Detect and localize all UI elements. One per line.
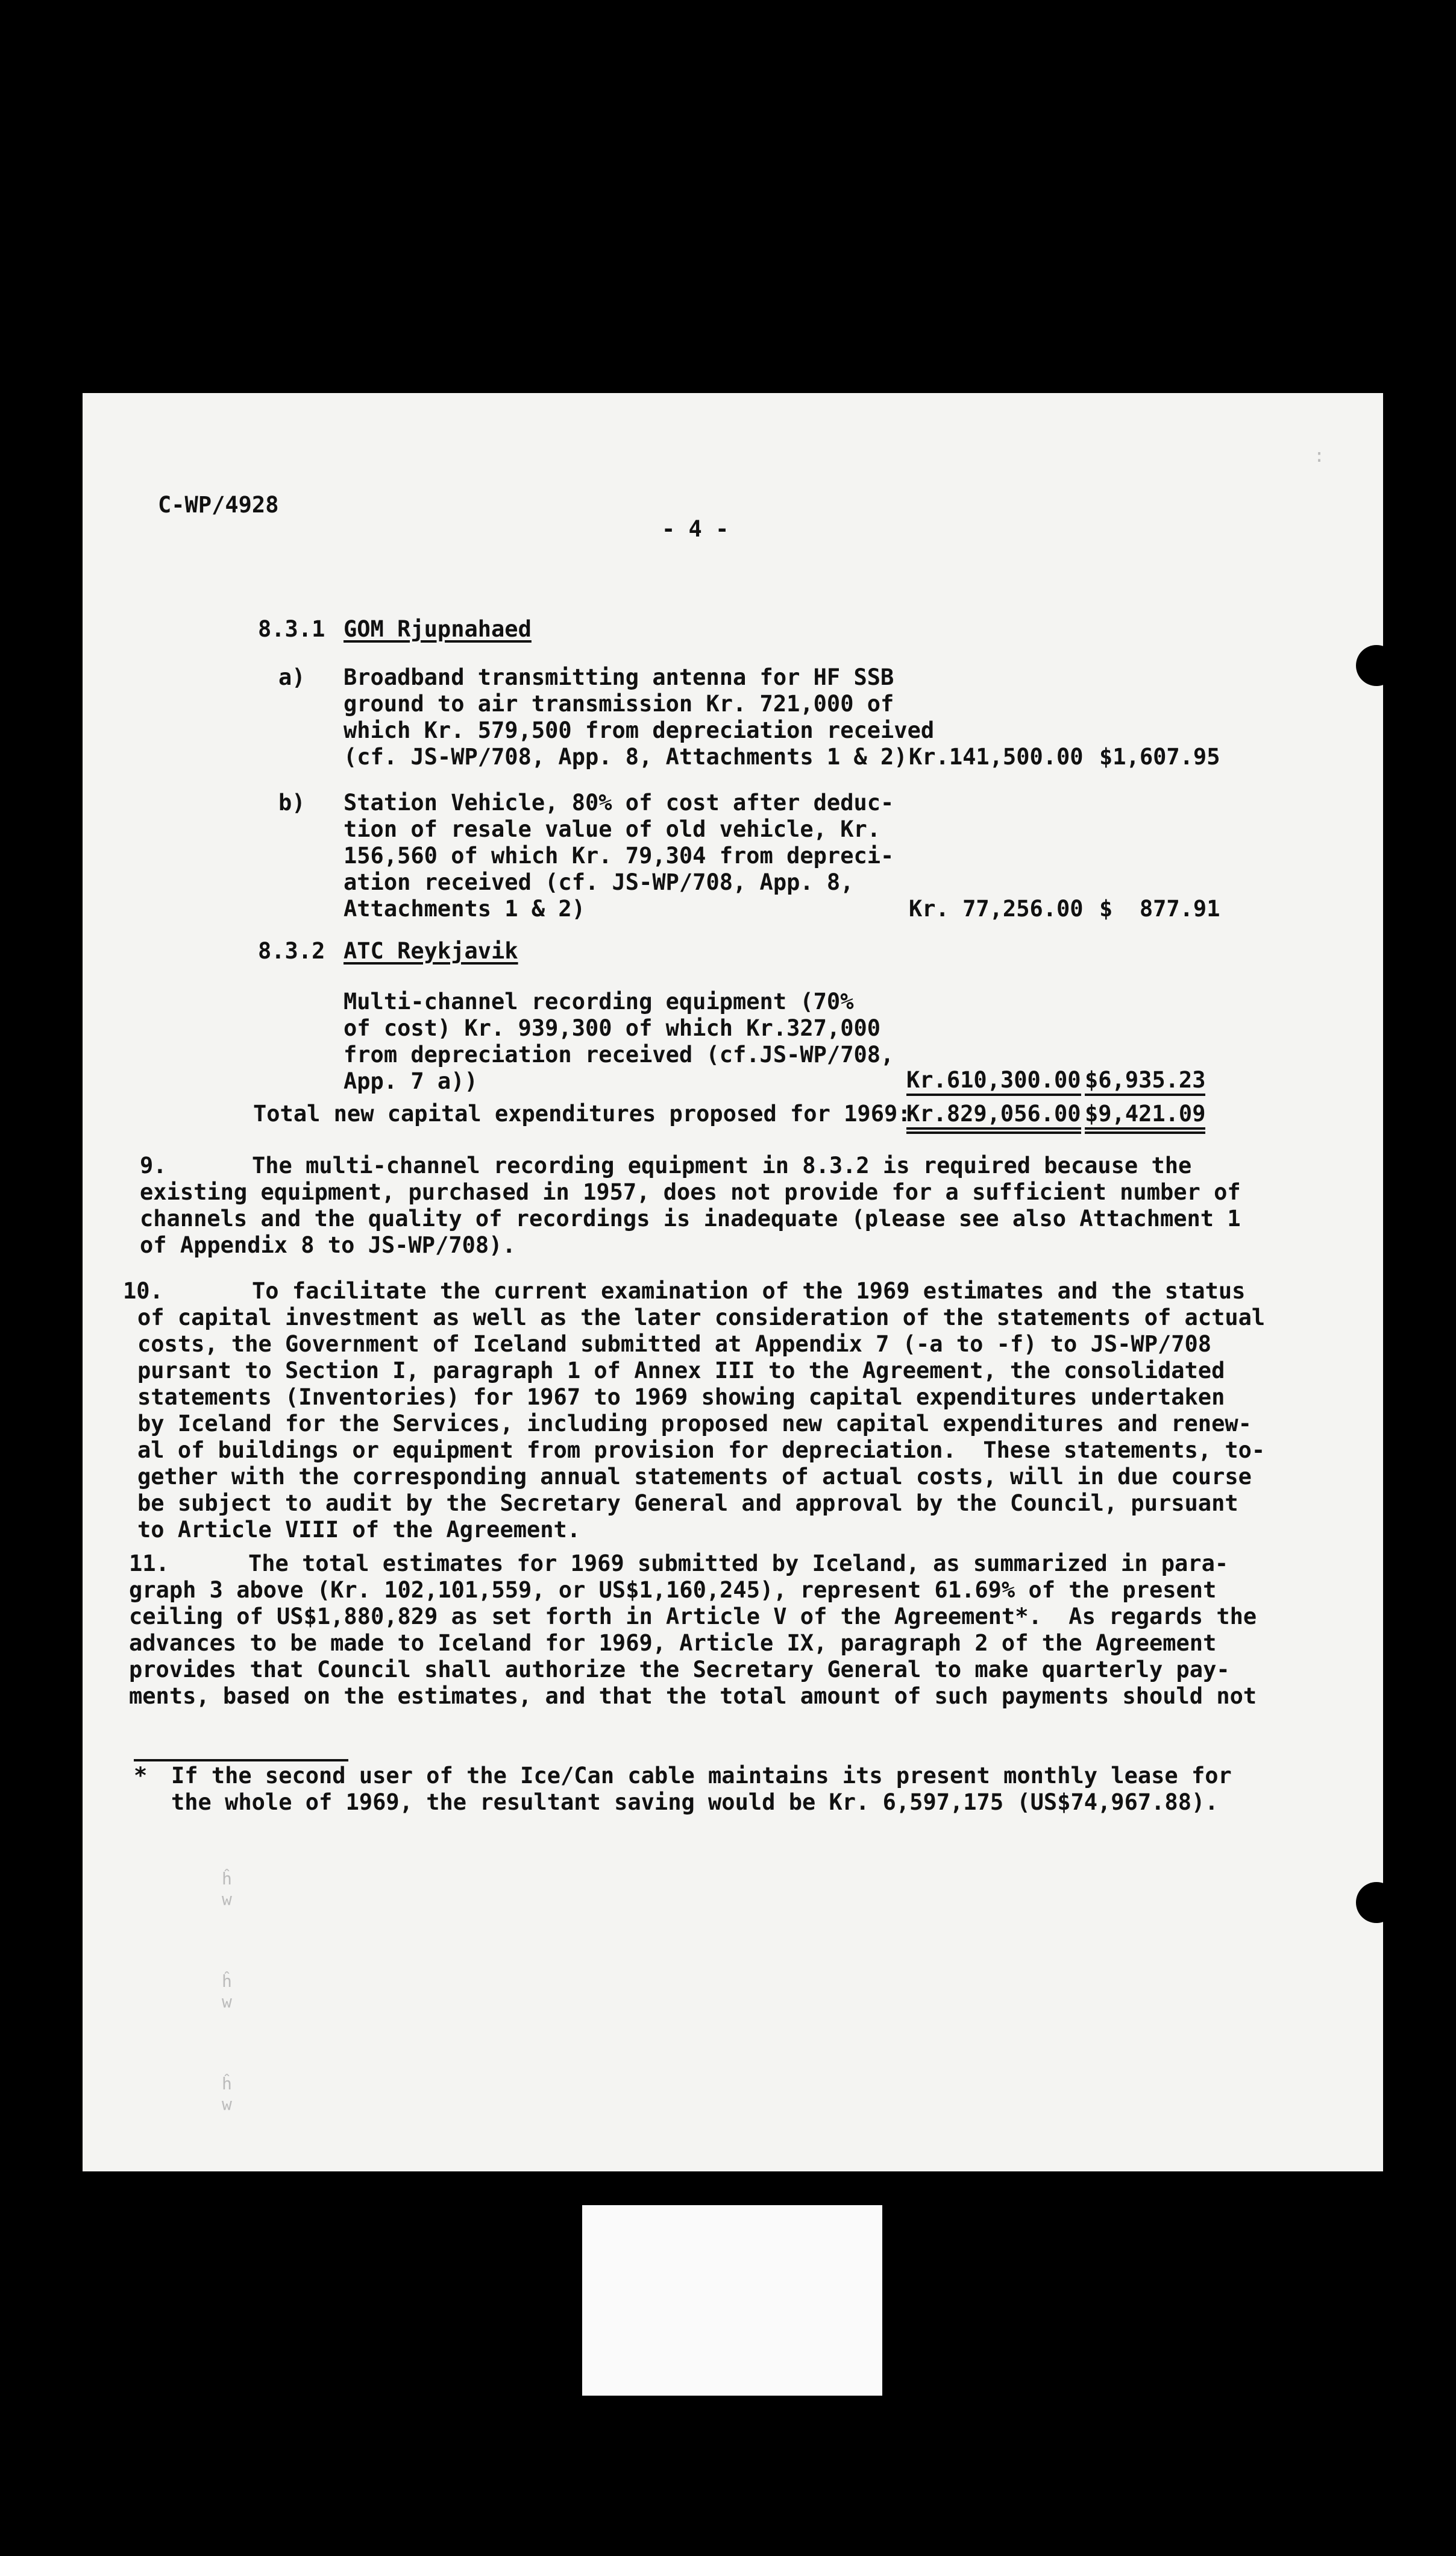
footnote-mark: *	[134, 1763, 148, 1789]
footnote-line: If the second user of the Ice/Can cable maintains its present monthly lease for	[171, 1763, 1232, 1789]
text-line: gether with the corresponding annual statements of actual costs, will in due course	[137, 1464, 1252, 1490]
item-description	[344, 664, 934, 770]
item-label: b)	[278, 790, 306, 816]
amount-dollars: $1,607.95	[1099, 744, 1220, 770]
paragraph-number: 10.	[123, 1278, 163, 1304]
text-line: ation received (cf. JS-WP/708, App. 8,	[344, 869, 854, 895]
text-line: Attachments 1 & 2)	[344, 896, 585, 922]
text-line: of capital investment as well as the later consideration of the statements of actual	[137, 1305, 1266, 1330]
text-line: statements (Inventories) for 1967 to 1969 showing capital expenditures undertaken	[137, 1384, 1225, 1410]
text-line: To facilitate the current examination of the 1969 estimates and the status	[252, 1278, 1246, 1304]
film-label-tab	[582, 2205, 882, 2396]
text-line: App. 7 a))	[344, 1068, 478, 1094]
item-label: a)	[278, 664, 306, 690]
text-line: advances to be made to Iceland for 1969, Article IX, paragraph 2 of the Agreement	[129, 1630, 1217, 1656]
text-line: (cf. JS-WP/708, App. 8, Attachments 1 & 2)	[344, 744, 908, 770]
text-line: ceiling of US$1,880,829 as set forth in Article V of the Agreement*. As regards the	[129, 1604, 1257, 1629]
text-line: of cost) Kr. 939,300 of which Kr.327,000	[344, 1015, 881, 1041]
total-dollars: $9,421.09	[1085, 1101, 1205, 1134]
document-reference: C-WP/4928	[158, 492, 279, 518]
text-line: Broadband transmitting antenna for HF SSB	[344, 664, 894, 690]
text-line: The multi-channel recording equipment in 8.3.2 is required because the	[252, 1153, 1192, 1179]
text-line: to Article VIII of the Agreement.	[137, 1517, 581, 1543]
text-line: provides that Council shall authorize the Secretary General to make quarterly pay-	[129, 1657, 1230, 1682]
paragraph-number: 9.	[140, 1153, 167, 1179]
text-line: channels and the quality of recordings is inadequate (please see also Attachment 1	[140, 1206, 1241, 1232]
section-title: ATC Reykjavik	[344, 938, 518, 964]
amount-kroner: Kr. 77,256.00	[909, 896, 1084, 922]
total-label: Total new capital expenditures proposed for 1969:	[253, 1101, 911, 1127]
text-line: 156,560 of which Kr. 79,304 from depreci-	[344, 843, 894, 869]
amount-dollars: $6,935.23	[1085, 1067, 1205, 1096]
item-description	[344, 790, 894, 922]
text-line: from depreciation received (cf.JS-WP/708,	[344, 1042, 894, 1068]
section-number: 8.3.1	[258, 616, 325, 642]
text-line: which Kr. 579,500 from depreciation received	[344, 717, 935, 743]
amount-dollars: $ 877.91	[1099, 896, 1220, 922]
text-line: Multi-channel recording equipment (70%	[344, 989, 854, 1015]
item-description	[344, 989, 894, 1095]
punch-hole	[1356, 1882, 1397, 1923]
text-line: The total estimates for 1969 submitted by Iceland, as summarized in para-	[248, 1550, 1229, 1576]
punch-hole	[1356, 645, 1397, 686]
page-number: - 4 -	[662, 516, 729, 542]
text-line: be subject to audit by the Secretary General and approval by the Council, pursuant	[137, 1490, 1238, 1516]
text-line: ments, based on the estimates, and that the total amount of such payments should not	[129, 1683, 1257, 1709]
text-line: costs, the Government of Iceland submitted at Appendix 7 (-a to -f) to JS-WP/708	[137, 1331, 1212, 1357]
section-title: GOM Rjupnahaed	[344, 616, 532, 642]
amount-kroner: Kr.141,500.00	[909, 744, 1084, 770]
total-kroner: Kr.829,056.00	[906, 1101, 1081, 1134]
text-line: Station Vehicle, 80% of cost after deduc-	[344, 790, 894, 816]
amount-kroner: Kr.610,300.00	[906, 1067, 1081, 1096]
text-line: pursant to Section I, paragraph 1 of Annex III to the Agreement, the consolidated	[137, 1358, 1225, 1383]
text-line: al of buildings or equipment from provision for depreciation. These statements, to-	[137, 1437, 1266, 1463]
text-line: existing equipment, purchased in 1957, does not provide for a sufficient number of	[140, 1179, 1241, 1205]
text-line: graph 3 above (Kr. 102,101,559, or US$1,160,245), represent 61.69% of the present	[129, 1577, 1217, 1603]
text-line: by Iceland for the Services, including proposed new capital expenditures and renew-	[137, 1411, 1252, 1437]
paragraph-body	[129, 1577, 1257, 1710]
section-number: 8.3.2	[258, 938, 325, 964]
footnote-rule	[134, 1759, 348, 1761]
footnote-line: the whole of 1969, the resultant saving would be Kr. 6,597,175 (US$74,967.88).	[171, 1789, 1219, 1815]
paragraph-number: 11.	[129, 1550, 169, 1576]
paragraph-body	[137, 1305, 1265, 1543]
text-line: of Appendix 8 to JS-WP/708).	[140, 1232, 516, 1258]
text-line: tion of resale value of old vehicle, Kr.	[344, 816, 881, 842]
text-line: ground to air transmission Kr. 721,000 of	[344, 691, 894, 717]
